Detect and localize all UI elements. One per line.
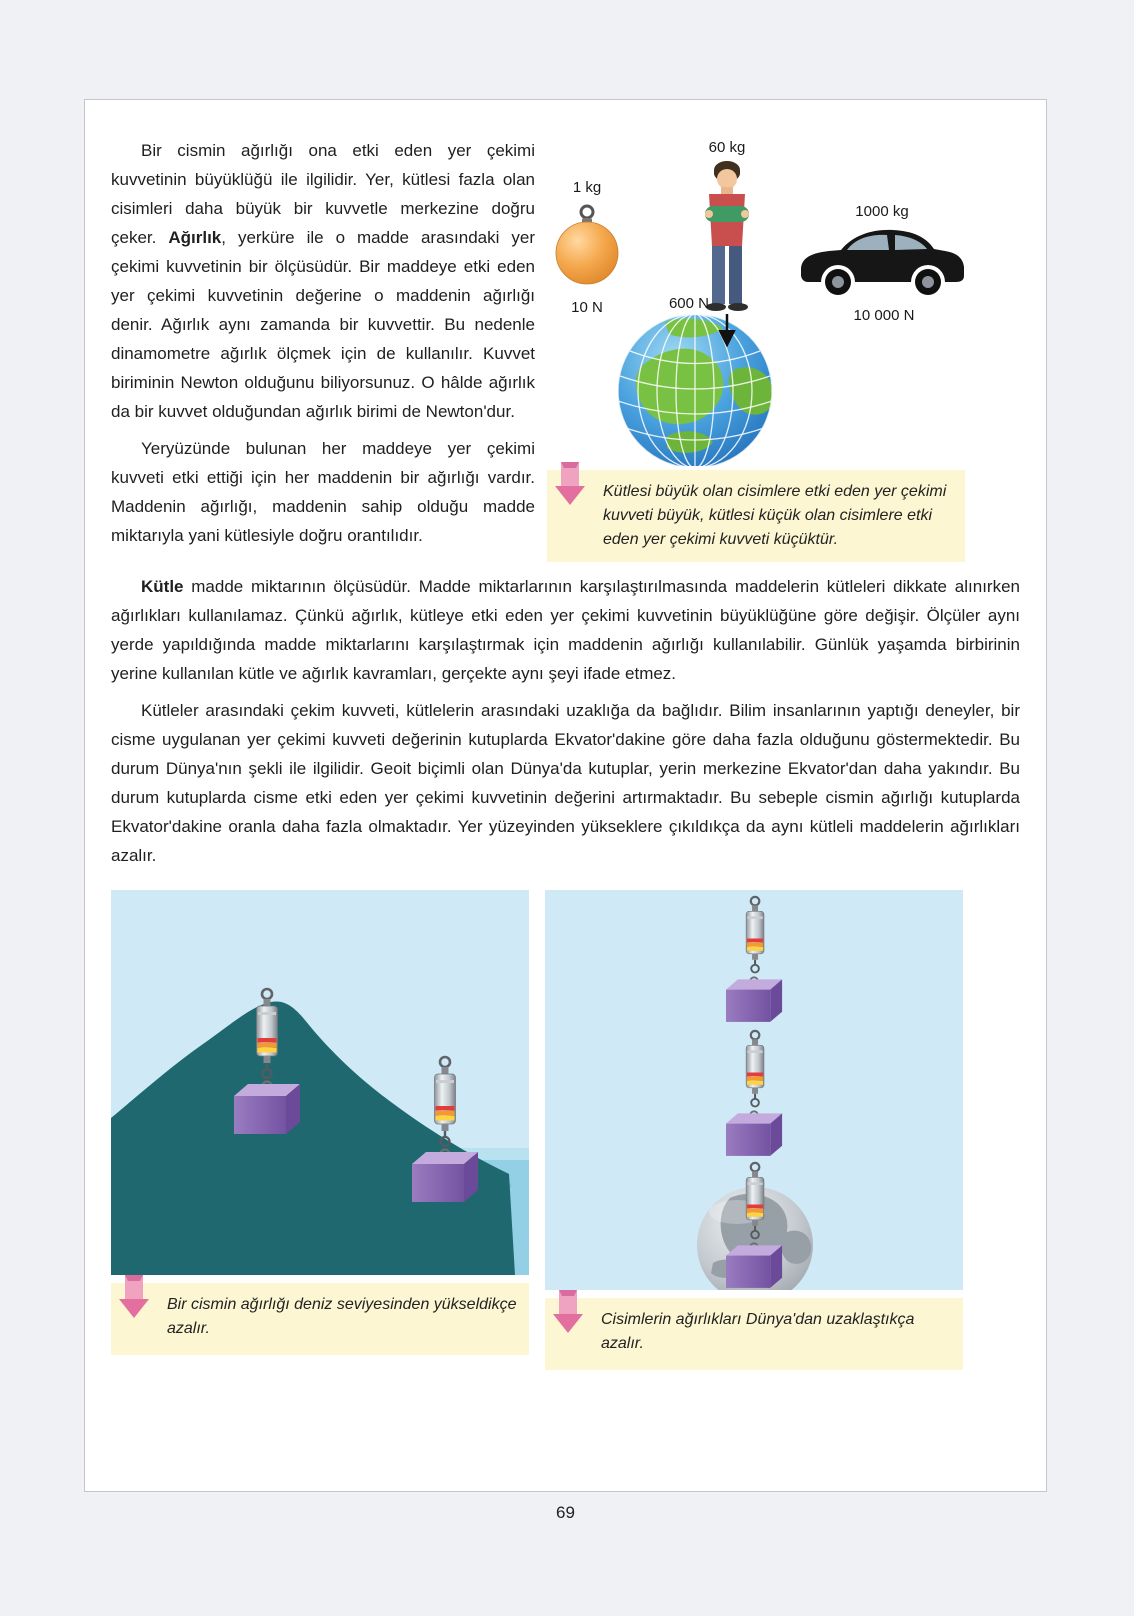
p1-post: , yerküre ile o madde arasındaki yer çekimi kuvvetinin bir ölçüsüdür. Bir maddeye etki eden yer çekimi kuvvetinin değerine o maddenin ağırlığı denir. Ağırlık aynı zamanda bir kuvvettir. Bu nedenle dinamometre ağırlık ölçmek için de kullanılır. Kuvvet biriminin Newton olduğunu biliyorsunuz. O hâlde ağırlık da bir kuvvet olduğundan ağırlık birimi de Newton'dur. <box>111 228 535 421</box>
p1-bold-term: Ağırlık <box>168 228 222 247</box>
intro-text-column <box>111 136 535 562</box>
altitude-figure <box>111 890 529 1355</box>
ribbon-arrow-icon <box>117 1275 151 1319</box>
bottom-figures <box>111 890 1020 1370</box>
altitude-caption-text: Bir cismin ağırlığı deniz seviyesinden yükseldikçe azalır. <box>167 1296 517 1337</box>
paragraph-distance: Kütleler arasındaki çekim kuvveti, kütlelerin arasındaki uzaklığa da bağlıdır. Bilim insanlarının yaptığı deneyler, bir cisme uygulanan yer çekimi kuvveti değerinin kutuplarda Ekvator'dakine göre daha fazla olduğunu göstermektedir. Bu durum Dünya'nın şekli ile ilgilidir. Geoit biçimli olan Dünya'da kutuplar, yerin merkezine Ekvator'dan daha yakındır. Bu durum kutuplarda cisme etki eden yer çekimi kuvvetinin değerini artırmaktadır. Bu sebeple cismin ağırlığı kutuplarda Ekvator'dakine oranla daha fazla olmaktadır. Yer yüzeyinden yükseklere çıkıldıkça da aynı kütleli maddelerin ağırlıkları azalır. <box>111 701 1020 865</box>
person-illustration <box>705 161 749 311</box>
weight-box-icon <box>726 1111 782 1156</box>
space-distance-figure <box>545 890 963 1290</box>
ball-illustration <box>556 206 618 284</box>
paragraph-every-matter: Yeryüzünde bulunan her maddeye yer çekimi kuvveti etki ettiği için her maddenin bir ağırlığı vardır. Maddenin ağırlığı, maddenin sahip olduğu madde miktarıyla yani kütlesiyle doğru orantılıdır. <box>111 439 535 545</box>
ribbon-arrow-icon <box>551 1290 585 1334</box>
person-weight-label: 600 N <box>668 295 709 312</box>
earth-globe-illustration <box>618 314 774 466</box>
car-weight-label: 10 000 N <box>853 307 915 324</box>
distance-figure-image <box>545 890 963 1290</box>
p3-post: madde miktarının ölçüsüdür. Madde miktarlarının karşılaştırılmasında maddelerin kütleleri dikkate alınırken ağırlıkları kullanılamaz. Çünkü ağırlık, kütleye etki eden yer çekimi kuvvetinin büyüklüğüne göre değişir. Ölçüler aynı yerde yapıldığında madde miktarlarını karşılaştırmak için maddenin ağırlığı kullanılabilir. Günlük yaşamda birbirinin yerine kullanılan kütle ve ağırlık kavramları, gerçekte aynı şeyi ifade etmez. <box>111 577 1020 683</box>
ball-weight-label: 10 N <box>571 299 603 316</box>
mountain-sea-figure <box>111 890 529 1275</box>
distance-caption <box>545 1298 963 1370</box>
ribbon-arrow-icon <box>553 462 587 506</box>
p3-bold-term: Kütle <box>141 577 184 596</box>
paragraph-mass <box>111 572 1020 688</box>
weight-box-icon <box>726 977 782 1022</box>
car-illustration <box>801 230 964 295</box>
car-mass-label: 1000 kg <box>855 203 909 220</box>
gravity-callout-text: Kütlesi büyük olan cisimlere etki eden yer çekimi kuvveti büyük, kütlesi küçük olan cisimlere etki eden yer çekimi kuvveti küçüktür. <box>603 483 947 548</box>
textbook-page <box>84 99 1047 1492</box>
weight-box-icon <box>234 1082 300 1135</box>
person-mass-label: 60 kg <box>708 139 746 156</box>
weight-gravity-figure <box>547 136 965 466</box>
p1-pre: Bir cismin ağırlığı ona etki eden yer çekimi kuvvetinin büyüklüğü ile ilgilidir. Yer, kütlesi fazla olan cisimleri daha büyük bir kuvvetle merkezine doğru çeker. <box>111 141 535 247</box>
altitude-caption <box>111 1283 529 1355</box>
gravity-callout <box>547 470 965 562</box>
weight-box-icon <box>726 1243 782 1288</box>
page-number: 69 <box>556 1503 575 1522</box>
top-section <box>111 136 1020 562</box>
paragraph-weight <box>111 136 535 426</box>
distance-figure <box>545 890 963 1370</box>
distance-caption-text: Cisimlerin ağırlıkları Dünya'dan uzaklaştıkça azalır. <box>601 1311 915 1352</box>
weight-box-icon <box>412 1150 478 1203</box>
gravity-figure-column <box>547 136 965 562</box>
ball-mass-label: 1 kg <box>572 179 602 196</box>
altitude-figure-image <box>111 890 529 1275</box>
